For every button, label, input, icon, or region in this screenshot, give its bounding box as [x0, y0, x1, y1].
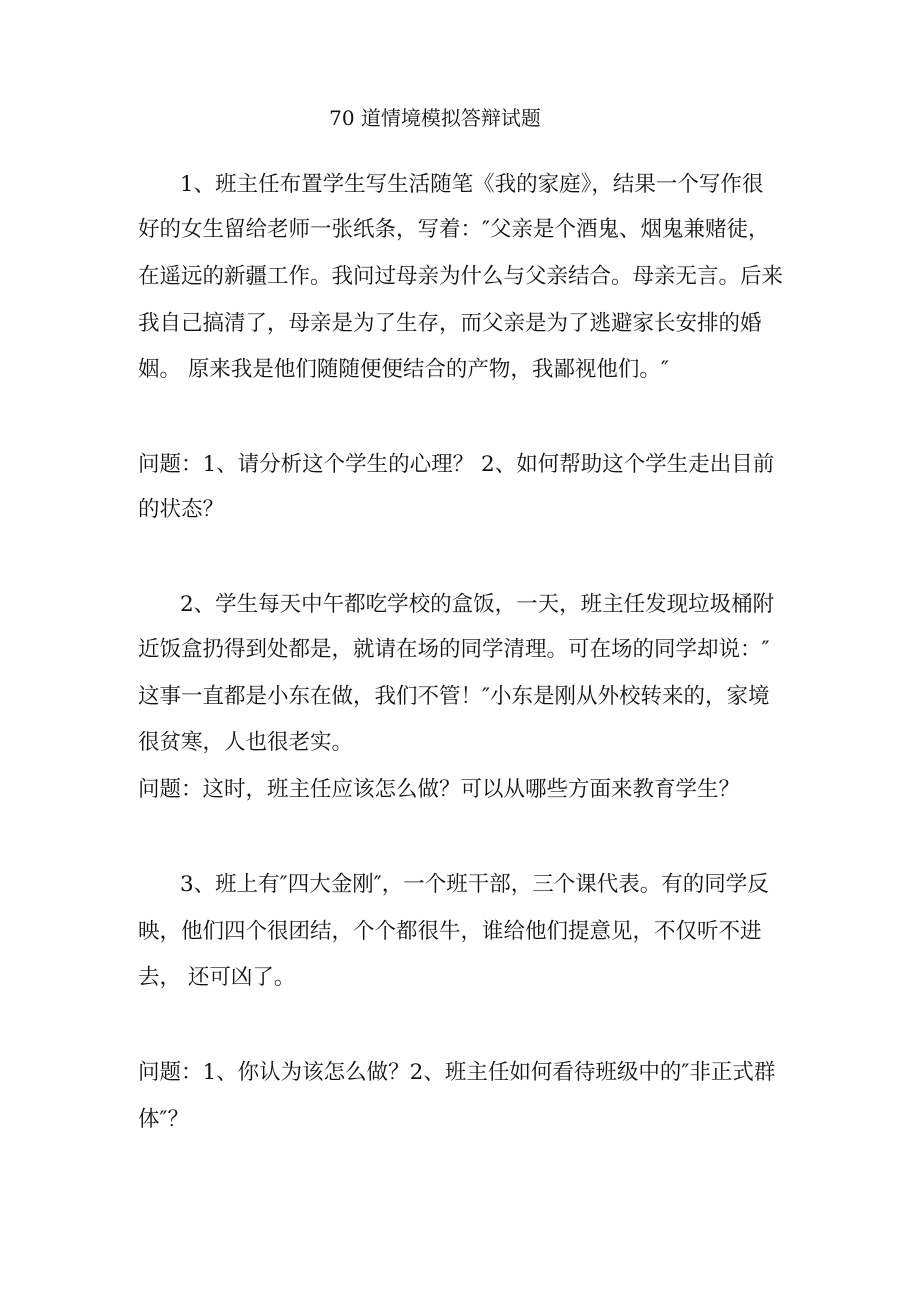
- paragraph-line: 我自己搞清了，母亲是为了生存，而父亲是为了逃避家长安排的婚: [138, 311, 762, 336]
- paragraph-line: 这事一直都是小东在做，我们不管！″小东是刚从外校转来的，家境: [138, 684, 770, 709]
- question-line: 问题：这时，班主任应该怎么做？可以从哪些方面来教育学生？: [138, 777, 741, 802]
- paragraph-line: 姻。 原来我是他们随随便便结合的产物，我鄙视他们。″: [138, 357, 669, 382]
- paragraph-line: 去， 还可凶了。: [138, 965, 296, 990]
- paragraph-line: 映，他们四个很团结，个个都很牛，谁给他们提意见，不仅听不进: [138, 919, 762, 944]
- question-line: 问题：1、请分析这个学生的心理？ 2、如何帮助这个学生走出目前: [138, 452, 775, 477]
- paragraph-line: 1、班主任布置学生写生活随笔《我的家庭》，结果一个写作很: [180, 172, 764, 197]
- paragraph-line: 好的女生留给老师一张纸条，写着：″父亲是个酒鬼、烟鬼兼赌徒，: [138, 217, 770, 242]
- question-line: 的状态？: [138, 497, 225, 522]
- question-line: 体″？: [138, 1107, 190, 1132]
- paragraph-line: 3、班上有″四大金刚″，一个班干部，三个课代表。有的同学反: [180, 872, 769, 897]
- question-line: 问题：1、你认为该怎么做？2、班主任如何看待班级中的″非正式群: [138, 1060, 776, 1085]
- document-title: 70 道情境模拟答辩试题: [329, 106, 541, 130]
- paragraph-line: 很贫寒，人也很老实。: [138, 730, 354, 755]
- paragraph-line: 2、学生每天中午都吃学校的盒饭，一天，班主任发现垃圾桶附: [180, 592, 775, 617]
- paragraph-line: 近饭盒扔得到处都是，就请在场的同学清理。可在场的同学却说：″: [138, 637, 770, 662]
- paragraph-line: 在遥远的新疆工作。我问过母亲为什么与父亲结合。母亲无言。后来: [138, 264, 784, 289]
